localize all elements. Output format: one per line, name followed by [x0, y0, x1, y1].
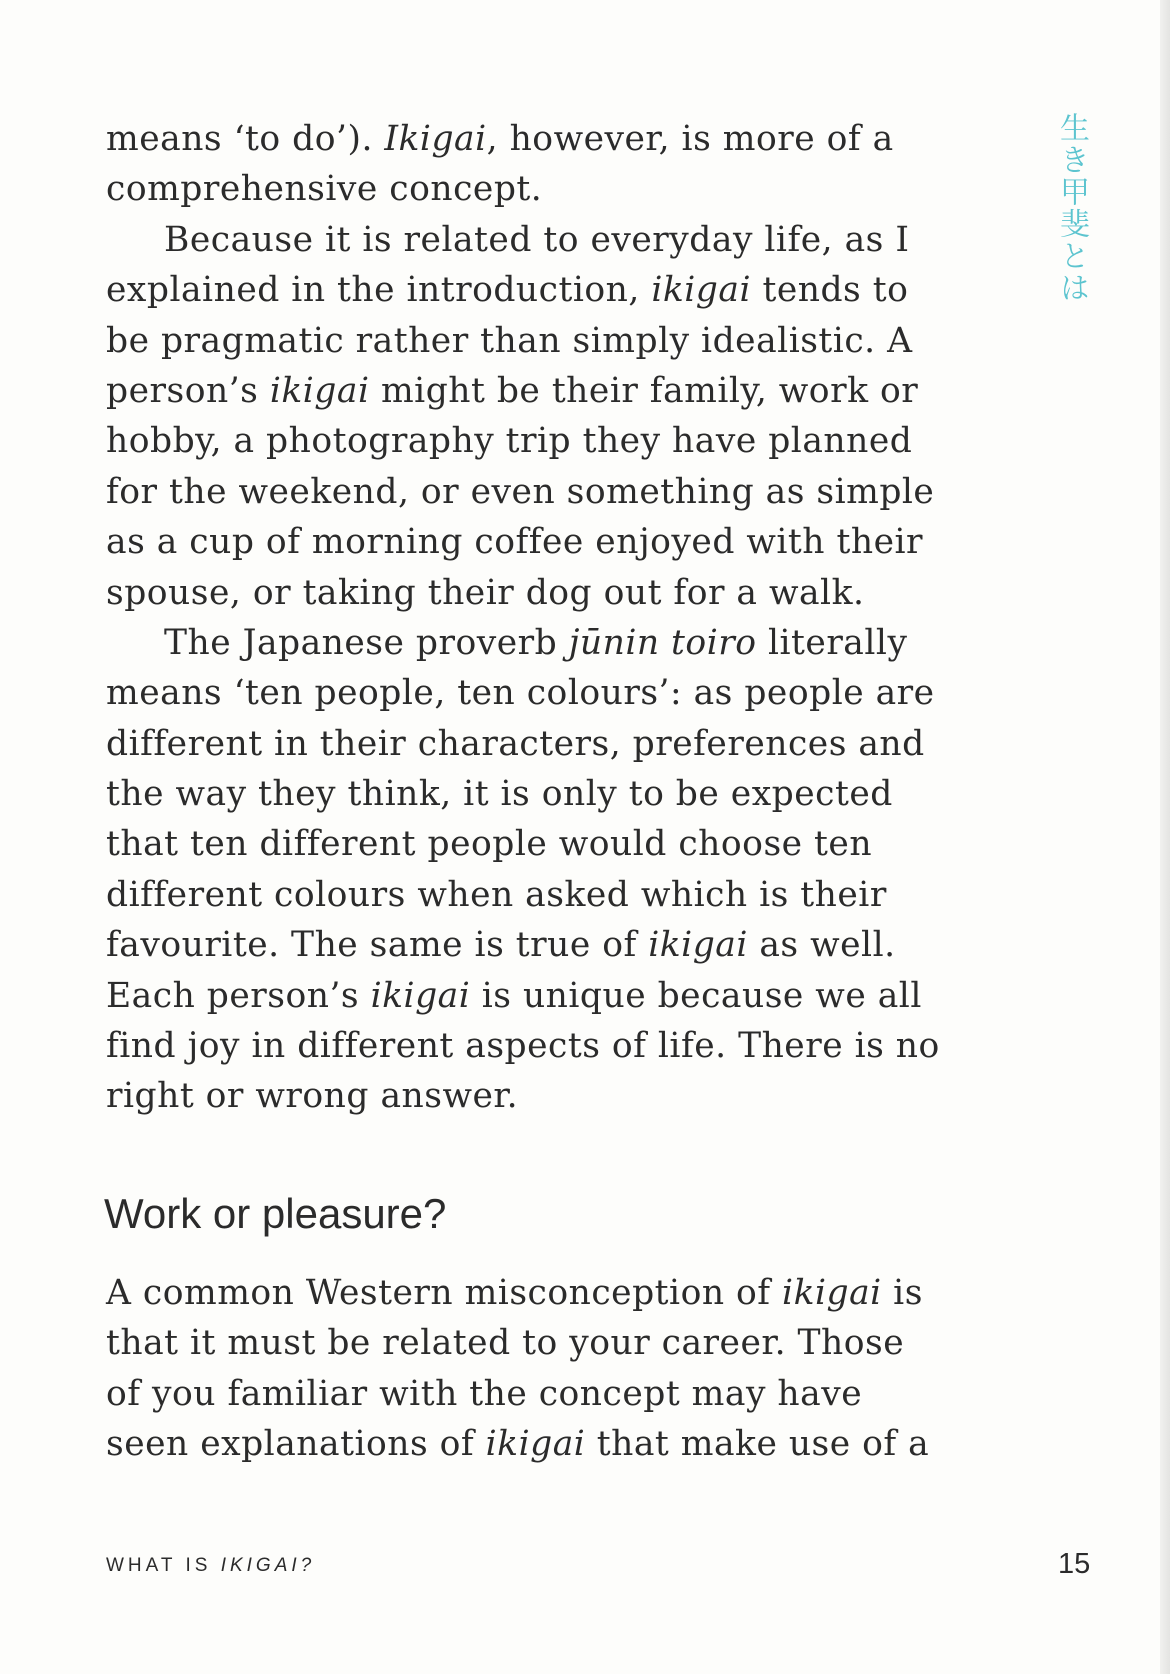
body-text	[106, 114, 1006, 1122]
body-line	[106, 366, 1006, 416]
body-line: right or wrong answer.	[106, 1076, 519, 1117]
text-run: as well.	[747, 925, 896, 966]
italic-term: ikigai	[269, 370, 370, 411]
body-line: means ‘ten people, ten colours’: as people are	[106, 673, 935, 714]
text-run: explained in the introduction,	[106, 270, 652, 311]
text-run: tends to	[750, 270, 909, 311]
running-head-text: WHAT IS	[106, 1555, 221, 1576]
italic-term: ikigai	[485, 1424, 586, 1465]
italic-term: ikigai	[782, 1273, 882, 1313]
text-run: A common Western misconception of	[106, 1273, 783, 1313]
body-line: of you familiar with the concept may have	[106, 1373, 863, 1414]
body-line: comprehensive concept.	[106, 169, 543, 210]
text-run: means ‘to do’).	[106, 119, 385, 159]
body-line: Because it is related to everyday life, as I	[164, 219, 910, 260]
text-run: is unique because we all	[470, 975, 922, 1016]
body-line: spouse, or taking their dog out for a walk.	[106, 572, 865, 613]
text-run: is	[881, 1273, 923, 1313]
text-run: seen explanations of	[106, 1424, 486, 1465]
text-run: literally	[756, 622, 908, 663]
body-line	[106, 1419, 1006, 1469]
text-run: might be their family, work or	[369, 370, 919, 411]
body-line: for the weekend, or even something as simple	[106, 471, 935, 512]
body-line: that it must be related to your career. Those	[106, 1323, 905, 1364]
page-number: 15	[1058, 1548, 1091, 1580]
text-run: , however, is more of a	[486, 119, 894, 159]
body-line: hobby, a photography trip they have planned	[106, 421, 913, 462]
body-line	[106, 265, 1006, 315]
italic-term: jūnin toiro	[568, 622, 757, 663]
body-line: that ten different people would choose ten	[106, 824, 873, 865]
body-line: different colours when asked which is their	[106, 874, 887, 915]
body-line: as a cup of morning coffee enjoyed with their	[106, 522, 924, 563]
text-run: favourite. The same is true of	[106, 925, 649, 966]
running-head-italic: IKIGAI?	[220, 1555, 316, 1576]
text-run: The Japanese proverb	[164, 622, 569, 663]
section-body-text	[106, 1268, 1006, 1470]
body-line: find joy in different aspects of life. There is no	[106, 1026, 940, 1067]
italic-term: ikigai	[651, 270, 751, 311]
body-line	[106, 920, 1006, 970]
text-run: person’s	[106, 370, 270, 411]
body-line	[106, 618, 1006, 668]
section-heading: Work or pleasure?	[104, 1190, 447, 1237]
body-line: different in their characters, preferences and	[106, 723, 925, 764]
italic-term: Ikigai	[384, 119, 487, 159]
running-head	[106, 1555, 315, 1577]
text-run: that make use of a	[585, 1424, 930, 1465]
body-line	[106, 971, 1006, 1021]
vertical-chapter-title: 生き甲斐とは	[1054, 112, 1089, 304]
italic-term: ikigai	[370, 975, 471, 1016]
body-line	[106, 114, 1006, 164]
italic-term: ikigai	[648, 925, 748, 966]
text-run: Each person’s	[106, 975, 371, 1016]
body-line	[106, 1268, 1006, 1318]
page-edge-shadow	[1160, 0, 1170, 1674]
body-line: the way they think, it is only to be expected	[106, 774, 893, 815]
body-line: be pragmatic rather than simply idealistic. A	[106, 320, 913, 361]
